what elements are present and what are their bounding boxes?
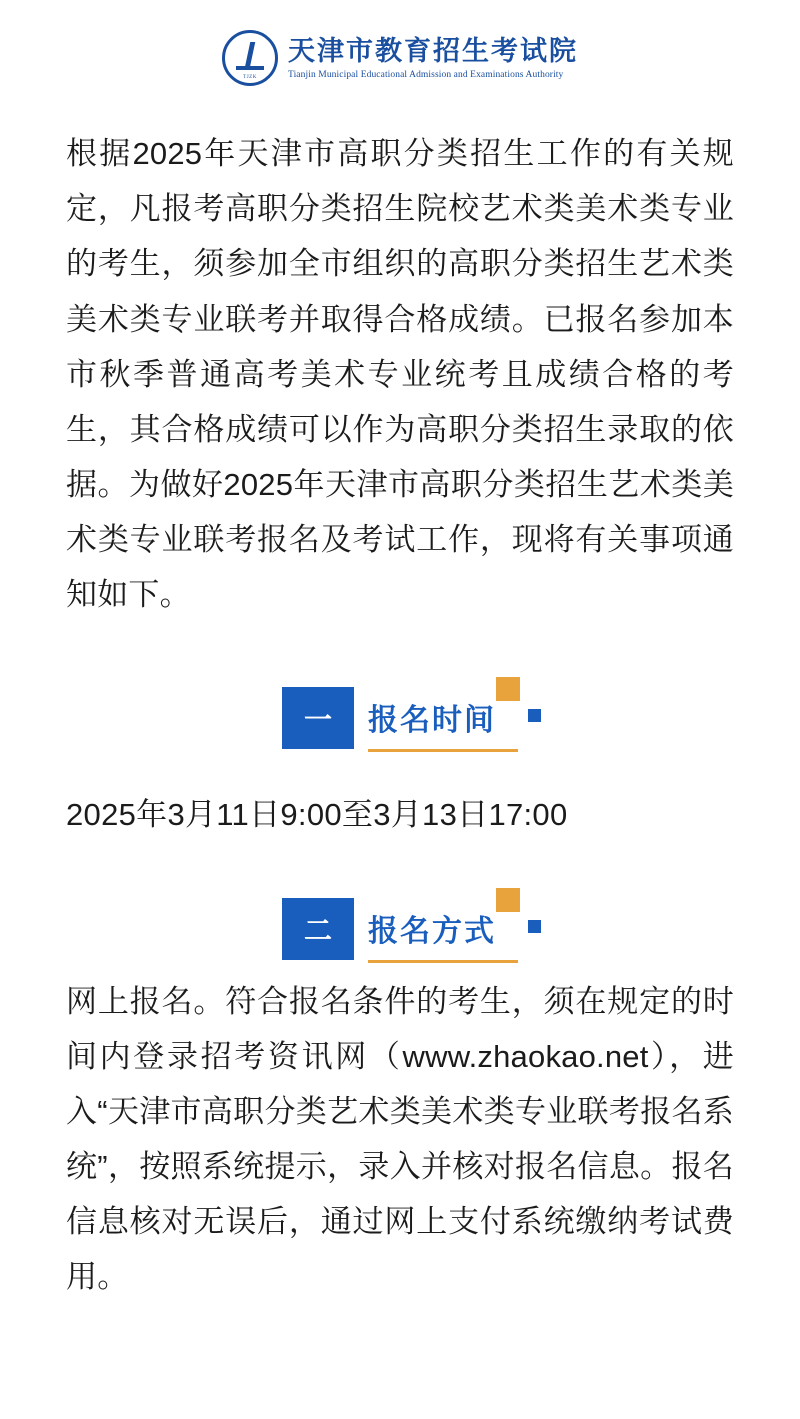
tianjin-education-emblem-icon [222,30,278,86]
masthead [0,0,800,108]
blue-square-icon [528,920,541,933]
section-title: 报名时间 [368,703,496,737]
section-number-badge: 一 [282,687,354,749]
intro-paragraph: 根据2025年天津市高职分类招生工作的有关规定，凡报考高职分类招生院校艺术类美术类专业的考生，须参加全市组织的高职分类招生艺术类美术类专业联考并取得合格成绩。已报名参加本市秋季普通高考美术专业统考且成绩合格的考生，其合格成绩可以作为高职分类招生录取的依据。为做好2025年天津市高职分类招生艺术类美术类专业联考报名及考试工作，现将有关事项通知如下。 [66,136,734,613]
section-heading-2 [66,888,734,974]
blue-square-icon [528,709,541,722]
section-1-body: 2025年3月11日9:00至3月13日17:00 [66,796,568,832]
orange-square-icon [496,677,520,701]
section-heading-1 [66,677,734,763]
organization-name-en: Tianjin Municipal Educational Admission and Examinations Authority [288,69,564,80]
masthead-text [288,36,578,79]
orange-square-icon [496,888,520,912]
section-2-body: 网上报名。符合报名条件的考生，须在规定的时间内登录招考资讯网（www.zhaokao.net），进入“天津市高职分类艺术类美术类专业联考报名系统”，按照系统提示，录入并核对报名信息。报名信息核对无误后，通过网上支付系统缴纳考试费用。 [66,983,734,1295]
emblem-inner-text: TJZK [243,75,257,80]
section-underline [368,960,518,963]
section-underline [368,749,518,752]
section-number-badge: 二 [282,898,354,960]
section-title: 报名方式 [368,914,496,948]
document-content [0,126,800,1305]
organization-name-cn: 天津市教育招生考试院 [288,36,578,67]
